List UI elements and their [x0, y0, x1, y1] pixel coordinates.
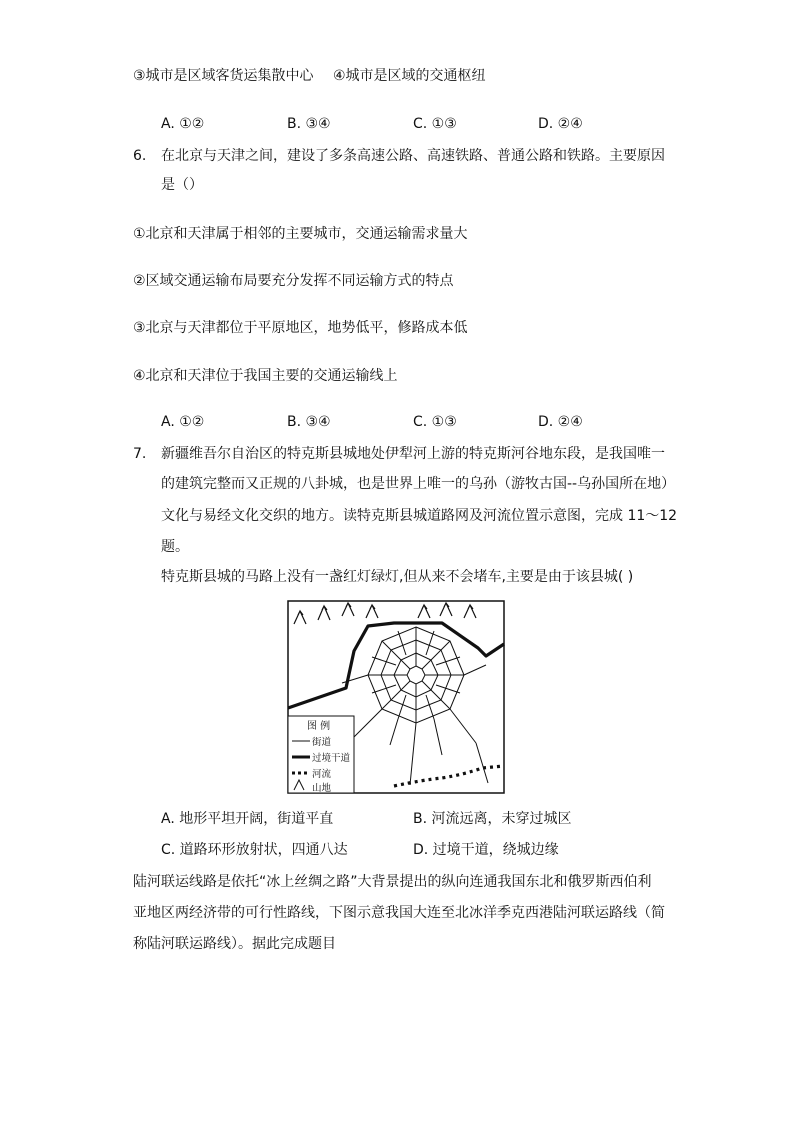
passage-line2: 亚地区两经济带的可行性路线，下图示意我国大连至北冰洋季克西港陆河联运路线（简: [133, 905, 665, 921]
q5-option-c[interactable]: C. ①③: [413, 116, 457, 132]
map-legend: [288, 716, 354, 794]
passage-line1: 陆河联运线路是依托“冰上丝绸之路”大背景提出的纵向连通我国东北和俄罗斯西伯利: [133, 874, 652, 890]
q5-item-3: ③城市是区域客货运集散中心: [133, 68, 314, 84]
q5-item-4: ④城市是区域的交通枢纽: [333, 68, 486, 84]
q7-question: 特克斯县城的马路上没有一盏红灯绿灯,但从来不会堵车,主要是由于该县城( ): [161, 569, 634, 585]
q6-item-3: ③北京与天津都位于平原地区，地势低平，修路成本低: [133, 320, 468, 336]
q6-option-d[interactable]: D. ②④: [538, 414, 583, 430]
q7-stem-line1: 新疆维吾尔自治区的特克斯县城地处伊犁河上游的特克斯河谷地东段，是我国唯一: [161, 446, 665, 462]
legend-mountain: 山地: [312, 783, 332, 794]
q5-option-d[interactable]: D. ②④: [538, 116, 583, 132]
q5-option-b[interactable]: B. ③④: [287, 116, 331, 132]
q7-option-d[interactable]: D. 过境干道，绕城边缘: [413, 842, 559, 858]
q5-option-a[interactable]: A. ①②: [161, 116, 205, 132]
q6-item-2: ②区域交通运输布局要充分发挥不同运输方式的特点: [133, 273, 454, 289]
q6-option-c[interactable]: C. ①③: [413, 414, 457, 430]
q6-stem-line1: 在北京与天津之间，建设了多条高速公路、高速铁路、普通公路和铁路。主要原因: [161, 148, 665, 164]
passage-line3: 称陆河联运路线）。据此完成题目: [133, 936, 336, 952]
q7-option-c[interactable]: C. 道路环形放射状，四通八达: [161, 842, 348, 858]
q7-stem-line4: 题。: [161, 539, 189, 555]
legend-highway: 过境干道: [312, 753, 351, 764]
legend-street: 街道: [312, 737, 332, 748]
tekes-road-network-map: [282, 596, 510, 798]
q7-option-b[interactable]: B. 河流远离，未穿过城区: [413, 811, 572, 827]
q7-option-a[interactable]: A. 地形平坦开阔，街道平直: [161, 811, 334, 827]
q6-number: 6.: [133, 148, 147, 164]
q6-option-a[interactable]: A. ①②: [161, 414, 205, 430]
q7-stem-line3: 文化与易经文化交织的地方。读特克斯县城道路网及河流位置示意图，完成 11～12: [161, 508, 678, 524]
q7-number: 7.: [133, 446, 147, 462]
q6-item-4: ④北京和天津位于我国主要的交通运输线上: [133, 368, 398, 384]
q6-item-1: ①北京和天津属于相邻的主要城市，交通运输需求量大: [133, 226, 468, 242]
q6-stem-line2: 是（）: [161, 177, 203, 193]
legend-river: 河流: [312, 769, 332, 780]
legend-title: 图 例: [307, 721, 331, 732]
q6-option-b[interactable]: B. ③④: [287, 414, 331, 430]
q7-stem-line2: 的建筑完整而又正规的八卦城，也是世界上唯一的乌孙（游牧古国--乌孙国所在地）: [161, 476, 676, 492]
